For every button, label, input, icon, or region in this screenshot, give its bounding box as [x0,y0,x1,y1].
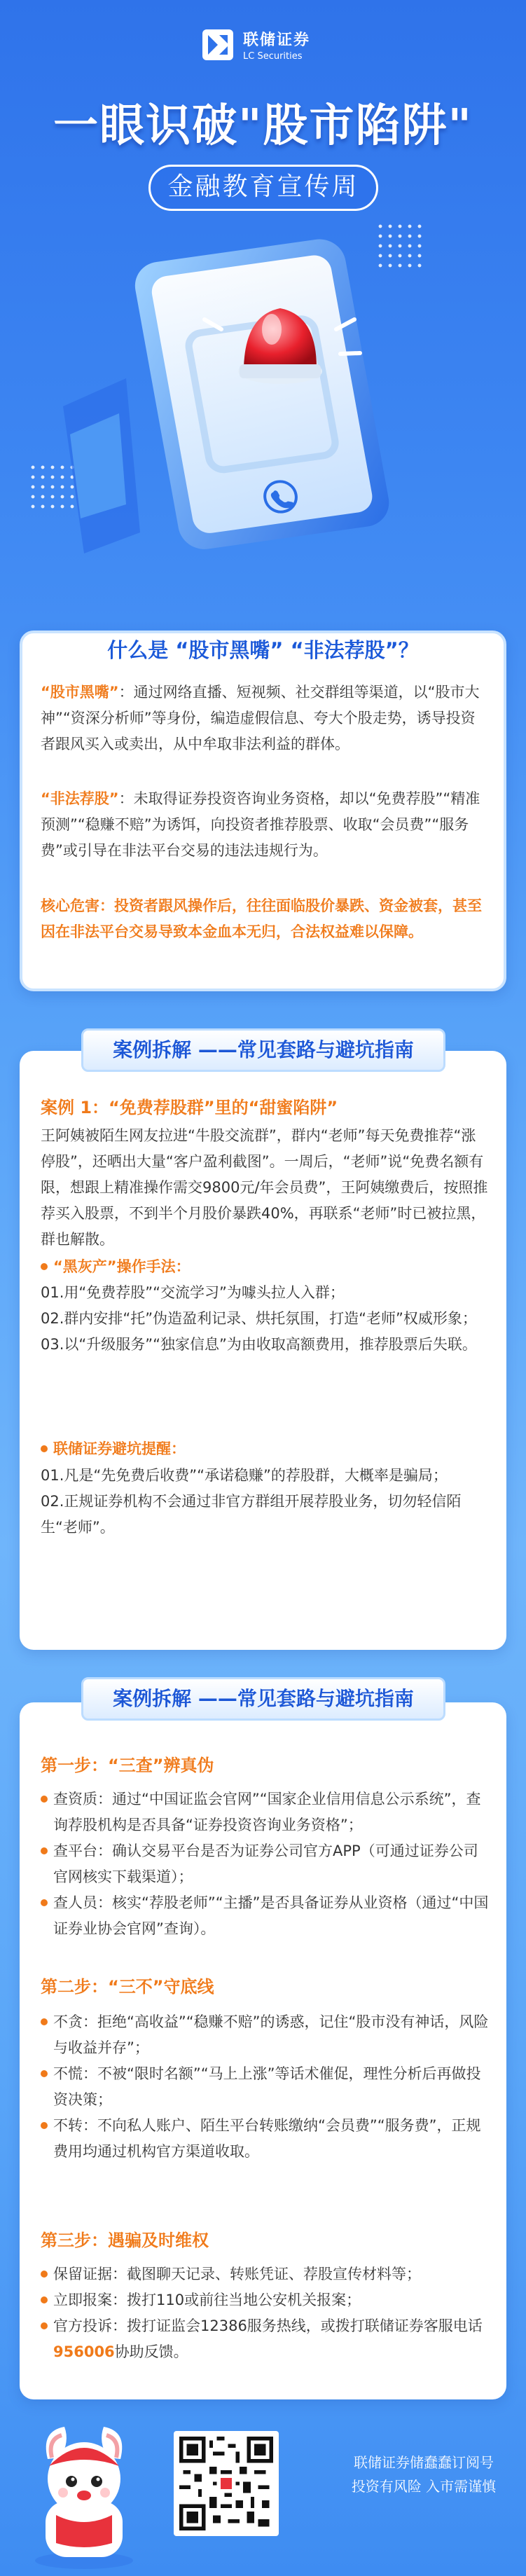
qr-code[interactable] [174,2431,279,2536]
step3-title: 第三步：遇骗及时维权 [41,2231,209,2250]
step3-list [41,2261,489,2365]
step3-item-text: 官方投诉：拨打证监会12386服务热线，或拨打联储证券客服电话 [53,2317,483,2334]
step3-item-text: 立即报案：拨打110或前往当地公安机关报案； [53,2292,361,2308]
step3-item-suffix: 协助反馈。 [114,2343,188,2360]
bullet-dot [41,1899,48,1906]
term-illegal-recommend: “非法荐股” [41,790,119,807]
bullet-dot [41,2322,48,2329]
definition-paragraph-illegal-recommend [41,786,489,864]
brand-name-en: LC Securities [243,51,303,62]
step2-item-text: 不转：不向私人账户、陌生平台转账缴纳“会员费”“服务费”，正规费用均通过机构官方渠道收取。 [53,2117,481,2160]
case-story: 王阿姨被陌生网友拉进“牛股交流群”，群内“老师”每天免费推荐“涨停股”，还晒出大量“客户盈利截图”。一周后，“老师”说“免费名额有限，想跟上精准操作需交9800元/年会员费”，王阿姨缴费后，按照推荐买入股票，不到半个月股价暴跌40%，再联系“老师”时已被拉黑，群也解散。 [41,1127,488,1248]
method-title-row [41,1254,489,1280]
step2-title: 第二步：“三不”守底线 [41,1977,214,1997]
step1-item [41,1786,489,1838]
step2-item [41,2113,489,2165]
bullet-dot [41,2296,48,2303]
brand-logo [201,28,310,62]
method-list [41,1280,489,1358]
step3-item-text: 保留证据：截图聊天记录、转账凭证、荐股宣传材料等； [53,2266,421,2282]
step1-list [41,1786,489,1942]
tips-title: 联储证券避坑提醒： [53,1440,186,1457]
footer-info [329,2451,518,2498]
bullet-dot [41,2122,48,2129]
mascot-illustration [21,2417,147,2571]
core-harm-text: 核心危害：投资者跟风操作后，往往面临股价暴跌、资金被套，甚至因在非法平台交易导致本金血本无归，合法权益难以保障。 [41,897,482,940]
definition-text: ：未取得证券投资咨询业务资格，却以“免费荐股”“精准预测”“稳赚不赔”为诱饵，向投资者推荐股票、收取“会员费”“服务费”或引导在非法平台交易的违法违规行为。 [41,790,480,859]
definition-text: ：通过网络直播、短视频、社交群组等渠道，以“股市大神”“资深分析师”等身份，编造虚假信息、夸大个股走势，诱导投资者跟风买入或卖出，从中牟取非法利益的群体。 [41,684,480,752]
hero-title: 一眼识破"股市陷阱" [53,100,473,152]
step2-item-text: 不贪：拒绝“高收益”“稳赚不赔”的诱惑，记住“股市没有神话，风险与收益并存”； [53,2013,489,2056]
step2-item [41,2061,489,2113]
step1-item [41,1890,489,1942]
bullet-dot [41,2070,48,2077]
bullet-dot [41,1847,48,1854]
method-title: “黑灰产”操作手法： [53,1258,191,1275]
step1-item-text: 查人员：核实“荐股老师”“主播”是否具备证券从业资格（通过“中国证券业协会官网”查询）。 [53,1894,489,1937]
footer-subscription: 联储证券储蠢蠢订阅号 [354,2454,494,2471]
case-title: 案例 1：“免费荐股群”里的“甜蜜陷阱” [41,1098,338,1117]
tips-title-row [41,1436,489,1462]
step1-item [41,1838,489,1890]
bullet-dot [41,2018,48,2025]
case-banner: 案例拆解 ——常见套路与避坑指南 [81,1028,445,1072]
phone-alarm-illustration [42,224,490,588]
step3-item [41,2261,489,2287]
bullet-dot [41,2271,48,2278]
tip-item: 02.正规证券机构不会通过非官方群组开展荐股业务，切勿轻信陌生“老师”。 [41,1493,462,1536]
definition-question: 什么是 “股市黑嘴” “非法荐股”？ [107,638,419,662]
guide-banner: 案例拆解 ——常见套路与避坑指南 [81,1677,445,1721]
step3-item [41,2313,489,2365]
step1-title: 第一步：“三查”辨真伪 [41,1756,214,1775]
bullet-dot [41,1445,48,1452]
step1-item-text: 查平台：确认交易平台是否为证券公司官方APP（可通过证券公司官网核实下载渠道）； [53,1843,478,1885]
tips-list [41,1463,489,1541]
footer-risk-warning: 投资有风险 入市需谨慎 [351,2478,497,2495]
step3-item [41,2287,489,2313]
definition-paragraph-black-mouth [41,680,489,757]
bullet-dot [41,1796,48,1803]
method-item: 01.用“免费荐股”“交流学习”为噱头拉人入群； [41,1284,345,1301]
step2-item [41,2009,489,2061]
brand-logo-icon [201,28,235,62]
term-black-mouth: “股市黑嘴” [41,684,119,701]
tip-item: 01.凡是“先免费后收费”“承诺稳赚”的荐股群，大概率是骗局； [41,1467,448,1484]
step2-list [41,2009,489,2165]
method-item: 03.以“升级服务”“独家信息”为由收取高额费用，推荐股票后失联。 [41,1336,477,1353]
service-phone: 956006 [53,2343,115,2360]
method-item: 02.群内安排“托”伪造盈利记录、烘托氛围，打造“老师”权威形象； [41,1310,477,1327]
bullet-dot [41,1263,48,1270]
step2-item-text: 不慌：不被“限时名额”“马上上涨”等话术催促，理性分析后再做投资决策； [53,2065,481,2108]
step1-item-text: 查资质：通过“中国证监会官网”“国家企业信用信息公示系统”，查询荐股机构是否具备“证券投资咨询业务资格”； [53,1791,481,1833]
brand-name: 联储证券 [243,32,311,49]
hero-subtitle: 金融教育宣传周 [148,165,378,211]
